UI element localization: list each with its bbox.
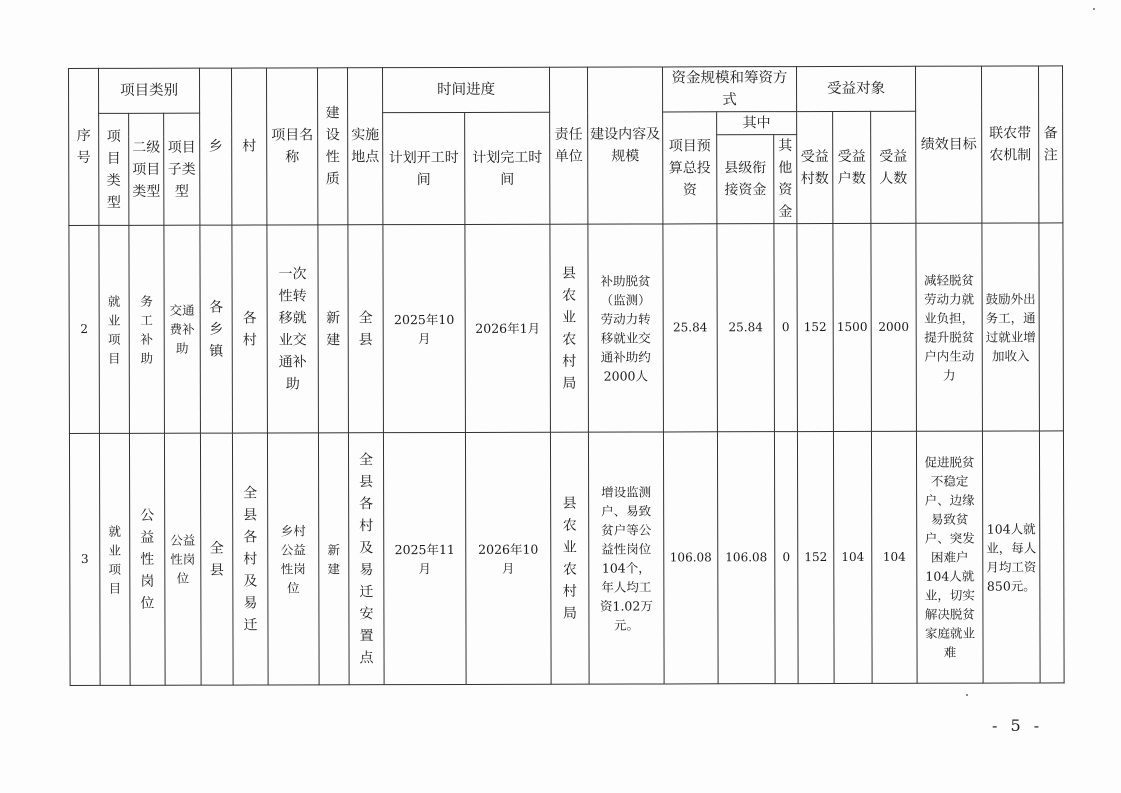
cell-responsible-unit: 县农业农村局 (550, 432, 589, 684)
header-county-funds: 县级衔接资金 (717, 135, 774, 224)
header-location: 实施地点 (348, 68, 383, 225)
cell-location: 全县各村及易迁安置点 (348, 433, 384, 685)
cell-responsible-unit: 县农业农村局 (550, 224, 589, 432)
cell-project-name: 一次性转移就业交通补助 (267, 225, 319, 433)
header-township: 乡 (200, 68, 232, 225)
cell-persons: 104 (871, 431, 917, 683)
cell-other-funds: 0 (774, 432, 798, 684)
header-total-budget: 项目预算总投资 (663, 112, 717, 224)
table-row (69, 223, 1064, 434)
cell-level2: 公益性岗位 (129, 433, 165, 685)
header-beneficiary-persons: 受益人数 (871, 111, 916, 223)
header-category-subtype: 项目子类型 (164, 113, 200, 225)
project-table (68, 65, 1065, 686)
cell-subtype: 交通费补助 (164, 225, 201, 433)
header-of-which: 其中 (717, 112, 797, 135)
cell-type: 就业项目 (99, 433, 130, 685)
cell-performance-goal: 减轻脱贫劳动力就业负担，提升脱贫户内生动力 (916, 223, 983, 431)
cell-villages: 152 (797, 223, 834, 431)
cell-county-funds: 25.84 (717, 224, 775, 432)
cell-remarks (1039, 431, 1064, 683)
cell-total-budget: 106.08 (663, 432, 718, 684)
header-category-type: 项目类型 (99, 113, 129, 225)
header-schedule-group: 时间进度 (383, 67, 550, 112)
header-funding-group: 资金规模和筹资方式 (662, 67, 796, 112)
cell-nature: 新建 (318, 433, 349, 685)
cell-total-budget: 25.84 (663, 224, 718, 432)
header-responsible-unit: 责任单位 (549, 67, 587, 224)
cell-planned-start: 2025年10月 (383, 224, 466, 432)
header-category-group: 项目类别 (99, 68, 200, 113)
header-beneficiary-villages: 受益村数 (797, 111, 833, 223)
header-content-scale: 建设内容及规模 (587, 67, 662, 224)
cell-planned-end: 2026年10月 (465, 432, 551, 684)
cell-nature: 新建 (318, 225, 349, 433)
cell-level2: 务工补助 (129, 225, 165, 433)
cell-villages: 152 (797, 431, 834, 683)
cell-linkage: 鼓励外出务工，通过就业增加收入 (982, 223, 1040, 431)
cell-subtype: 公益性岗位 (164, 433, 201, 685)
cell-planned-end: 2026年1月 (465, 224, 551, 432)
page-number: - 5 - (992, 716, 1044, 735)
cell-county-funds: 106.08 (717, 432, 775, 684)
header-project-name: 项目名称 (267, 68, 318, 225)
header-other-funds: 其他资金 (774, 135, 797, 224)
cell-performance-goal: 促进脱贫不稳定户、边缘易致贫户、突发困难户104人就业，切实解决脱贫家庭就业难 (916, 431, 983, 683)
header-remarks: 备注 (1038, 66, 1062, 223)
cell-seq: 2 (69, 225, 100, 433)
cell-location: 全县 (348, 225, 384, 433)
header-beneficiary-group: 受益对象 (796, 66, 915, 111)
cell-content: 补助脱贫（监测）劳动力转移就业交通补助约2000人 (588, 224, 664, 432)
header-seq: 序号 (69, 68, 99, 225)
cell-type: 就业项目 (99, 225, 130, 433)
header-planned-start: 计划开工时间 (383, 112, 465, 224)
cell-township: 各乡镇 (200, 225, 233, 433)
cell-other-funds: 0 (774, 224, 798, 432)
cell-village: 全县各村及易迁 (232, 433, 268, 685)
cell-township: 全县 (200, 433, 233, 685)
header-construction-nature: 建设性质 (318, 68, 348, 225)
cell-project-name: 乡村公益性岗位 (267, 433, 319, 685)
header-linkage: 联农带农机制 (981, 66, 1038, 223)
cell-content: 增设监测户、易致贫户等公益性岗位104个，年人均工资1.02万元。 (588, 432, 664, 684)
scan-speck (1093, 8, 1095, 10)
header-beneficiary-households: 受益户数 (833, 111, 871, 223)
cell-seq: 3 (69, 433, 100, 685)
header-village: 村 (232, 68, 267, 225)
cell-persons: 2000 (871, 223, 917, 431)
table-row (69, 431, 1064, 686)
cell-remarks (1039, 223, 1064, 431)
header-planned-end: 计划完工时间 (465, 112, 550, 224)
header-category-level2: 二级项目类型 (129, 113, 164, 225)
cell-linkage: 104人就业，每人月均工资850元。 (982, 431, 1040, 683)
scan-speck (966, 694, 968, 696)
cell-households: 1500 (833, 223, 872, 431)
cell-planned-start: 2025年11月 (383, 432, 466, 684)
cell-village: 各村 (232, 225, 268, 433)
cell-households: 104 (833, 431, 872, 683)
header-performance-goal: 绩效目标 (915, 66, 981, 223)
